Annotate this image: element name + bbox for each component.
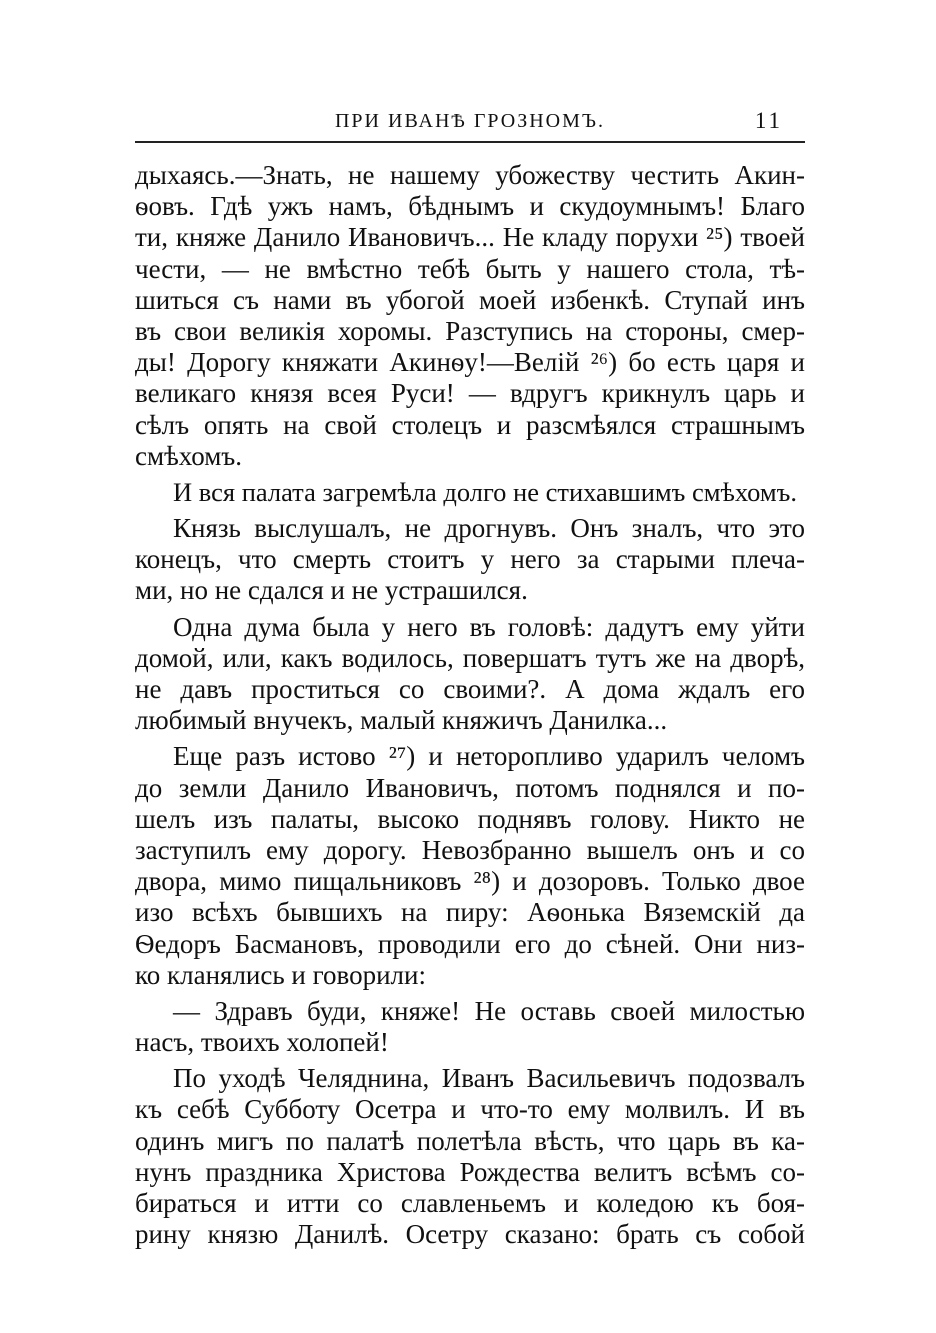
text-line: любимый внучекъ, малый княжичъ Данилка... [135,705,668,736]
text-line: ми, но не сдался и не устрашился. [135,575,528,606]
text-line: шелъ изъ палаты, высоко поднявъ голову. Никто не [135,803,805,834]
text-line: двора, мимо пищальниковъ ²⁸) и дозоровъ. Только двое [135,866,805,897]
header-rule [135,141,805,143]
text-line: нунъ праздника Христова Рождества велитъ всѣмъ со- [135,1156,805,1187]
text-line: ти, княже Данило Ивановичъ... Не кладу порухи ²⁵) твоей [135,222,805,253]
text-line: бираться и итти со славленьемъ и коледою къ боя- [135,1188,805,1218]
text-line: шиться съ нами въ убогой моей избенкѣ. Ступай инъ [135,284,805,315]
text-line: заступилъ ему дорогу. Невозбранно вышелъ онъ и со [135,834,805,865]
text-line: ѳовъ. Гдѣ ужъ намъ, бѣднымъ и скудоумнымъ! Благо [135,191,805,222]
text-line: изо всѣхъ бывшихъ на пиру: Аѳонька Вяземскій да [135,897,805,928]
text-line: одинъ мигъ по палатѣ полетѣла вѣсть, что царь въ ка- [135,1125,805,1156]
text-line: сѣлъ опять на свой столецъ и разсмѣялся страшнымъ [135,409,805,440]
text-line: домой, или, какъ водилось, повершатъ тутъ же на дворѣ, [135,642,805,673]
paragraph-first-line: Одна дума была у него въ головѣ: дадутъ ему уйти [173,611,805,642]
running-title: ПРИ ИВАНѢ ГРОЗНОМЪ. [334,110,606,132]
text-line: чести, — не вмѣстно тебѣ быть у нашего стола, тѣ- [135,253,805,284]
text-line: къ себѣ Субботу Осетра и что-то ему молвилъ. И въ [135,1094,805,1125]
page-header [135,108,805,138]
paragraph-first-line: — Здравъ буди, княже! Не оставь своей милостью [173,995,805,1026]
text-line: насъ, твоихъ холопей! [135,1027,389,1058]
paragraph-first-line: И вся палата загремѣла долго не стихавшимъ смѣхомъ. [173,476,797,507]
paragraph-first-line: Еще разъ истово ²⁷) и неторопливо ударилъ челомъ [173,741,805,772]
page-number: 11 [754,108,783,133]
text-line: дыхаясь.—Знать, не нашему убожеству честить Акин- [135,160,805,190]
text-line: Ѳедоръ Басмановъ, проводили его до сѣней. Они низ- [135,928,805,959]
text-line: смѣхомъ. [135,440,242,471]
text-line: конецъ, что смерть стоитъ у него за старыми плеча- [135,544,805,575]
body-text [135,160,805,1250]
paragraph-first-line: По уходѣ Челяднина, Иванъ Васильевичъ подозвалъ [173,1063,805,1094]
text-line: ко кланялись и говорили: [135,959,426,990]
text-line: до земли Данило Ивановичъ, потомъ поднялся и по- [135,772,805,803]
text-line: великаго князя всея Руси! — вдругъ крикнулъ царь и [135,378,805,409]
text-line: рину князю Данилѣ. Осетру сказано: брать съ собой [135,1219,805,1250]
text-line: въ свои великія хоромы. Разступись на стороны, смер- [135,315,805,346]
text-line: ды! Дорогу княжати Акинѳу!—Велій ²⁶) бо есть царя и [135,347,805,378]
text-line: не давъ проститься со своими?. А дома ждалъ его [135,674,805,704]
paragraph-first-line: Князь выслушалъ, не дрогнувъ. Онъ зналъ, что это [173,513,805,544]
